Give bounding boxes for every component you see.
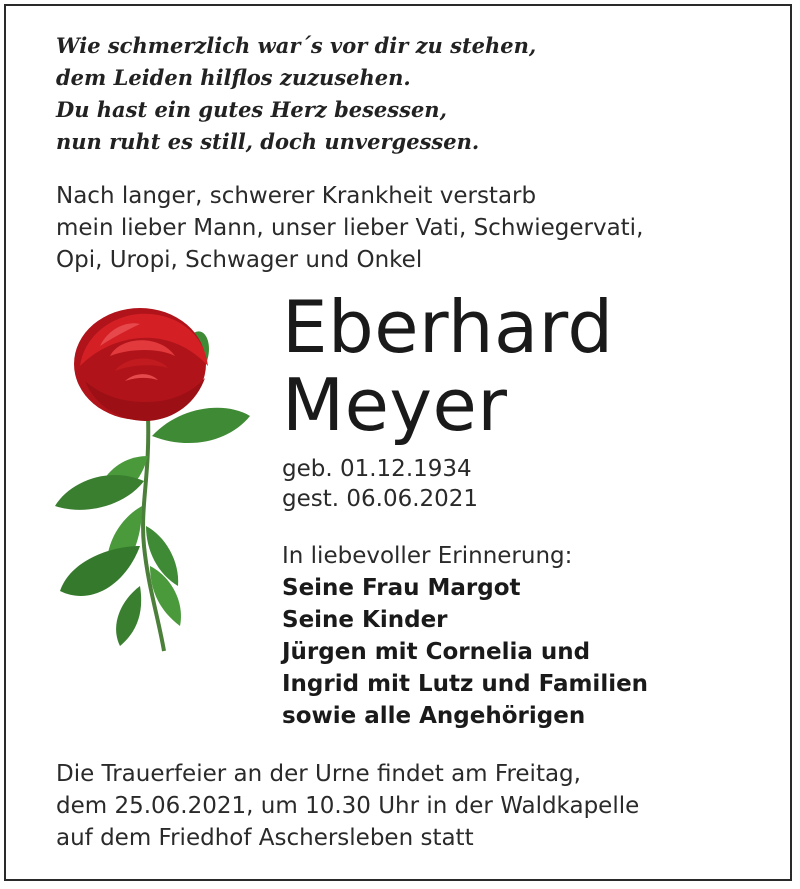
service-line: dem 25.06.2021, um 10.30 Uhr in der Waldkapelle xyxy=(56,793,640,819)
poem-line: dem Leiden hilflos zuzusehen. xyxy=(56,65,411,90)
last-name: Meyer xyxy=(282,363,508,447)
rose-leaf xyxy=(60,546,140,596)
mourner-line: Seine Frau Margot xyxy=(282,575,521,601)
mourner-line: Seine Kinder xyxy=(282,607,448,633)
deceased-name xyxy=(282,285,614,447)
mourner-line: Jürgen mit Cornelia und xyxy=(282,639,591,665)
intro-line: Opi, Uropi, Schwager und Onkel xyxy=(56,247,423,273)
mourners-block xyxy=(282,540,648,732)
funeral-service-info xyxy=(56,758,776,854)
mourner-line: Ingrid mit Lutz und Familien xyxy=(282,671,649,697)
intro-line: mein lieber Mann, unser lieber Vati, Schwiegervati, xyxy=(56,215,644,241)
poem-line: Wie schmerzlich war´s vor dir zu stehen, xyxy=(56,33,537,58)
mourner-line: sowie alle Angehörigen xyxy=(282,703,586,729)
intro-line: Nach langer, schwerer Krankheit verstarb xyxy=(56,183,537,209)
birth-date: geb. 01.12.1934 xyxy=(282,456,472,482)
intro-text xyxy=(56,180,776,276)
service-line: Die Trauerfeier an der Urne findet am Freitag, xyxy=(56,761,581,787)
rose-leaf xyxy=(55,475,144,510)
service-line: auf dem Friedhof Aschersleben statt xyxy=(56,825,474,851)
poem xyxy=(56,30,756,158)
first-name: Eberhard xyxy=(282,285,614,369)
poem-line: Du hast ein gutes Herz besessen, xyxy=(56,97,447,122)
memory-heading: In liebevoller Erinnerung: xyxy=(282,543,573,569)
red-rose-icon xyxy=(40,306,260,656)
death-date: gest. 06.06.2021 xyxy=(282,486,479,512)
poem-line: nun ruht es still, doch unvergessen. xyxy=(56,129,480,154)
life-dates xyxy=(282,454,478,514)
rose-leaf xyxy=(116,586,141,646)
